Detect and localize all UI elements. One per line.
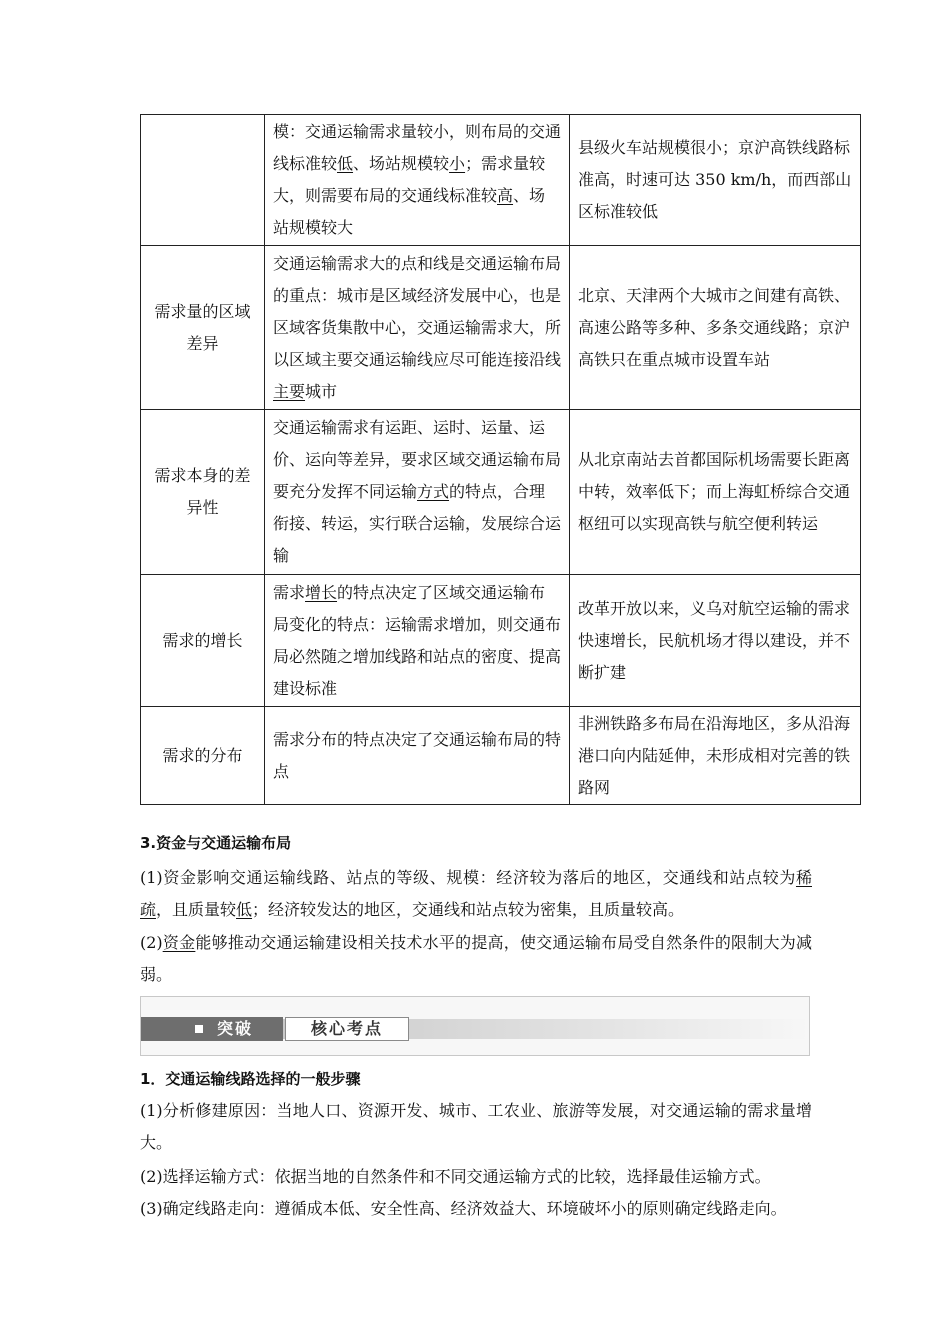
table-cell-example: 北京、天津两个大城市之间建有高铁、高速公路等多种、多条交通线路；京沪高铁只在重点城市设置车站: [570, 246, 861, 410]
table-cell-impact: 交通运输需求有运距、运时、运量、运价、运向等差异，要求区域交通运输布局要充分发挥不同运输方式的特点，合理衔接、转运，实行联合运输，发展综合运输: [265, 410, 570, 575]
table-row: [141, 246, 861, 410]
table-cell-impact: [265, 115, 570, 246]
table-row: [141, 115, 861, 246]
table-cell-factor: 需求量的区域差异: [141, 246, 265, 410]
section-banner: [140, 996, 810, 1056]
section-heading: 1．交通运输线路选择的一般步骤: [140, 1070, 361, 1088]
banner-right-label: 核心考点: [285, 1017, 409, 1041]
paragraph: (2)选择运输方式：依据当地的自然条件和不同交通运输方式的比较，选择最佳运输方式。: [140, 1167, 771, 1186]
paragraph: (3)确定线路走向：遵循成本低、安全性高、经济效益大、环境破坏小的原则确定线路走向。: [140, 1199, 787, 1218]
banner-tab-dark: [141, 1017, 283, 1041]
paragraph: (1)分析修建原因：当地人口、资源开发、城市、工农业、旅游等发展，对交通运输的需求量增大。: [140, 1101, 812, 1152]
paragraph: (1)资金影响交通运输线路、站点的等级、规模：经济较为落后的地区，交通线和站点较为稀疏，且质量较低；经济较发达的地区，交通线和站点较为密集，且质量较高。: [140, 868, 812, 919]
table-cell-example: 县级火车站规模很小；京沪高铁线路标准高，时速可达 350 km/h，而西部山区标准较低: [570, 115, 861, 246]
table-cell-impact: 需求增长的特点决定了区域交通运输布局变化的特点：运输需求增加，则交通布局必然随之增加线路和站点的密度、提高建设标准: [265, 575, 570, 707]
table-cell-impact: 需求分布的特点决定了交通运输布局的特点: [265, 707, 570, 805]
emphasis-text: 模：交通运输需求量较小，则布局的交通线标准较低、场站规模较小；需求量较大，则需要布局的交通线标准较高、场站规模较大: [273, 122, 562, 237]
banner-left-label: 突破: [217, 1019, 254, 1038]
table-cell-example: 改革开放以来，义乌对航空运输的需求快速增长，民航机场才得以建设，并不断扩建: [570, 575, 861, 707]
table-row: [141, 410, 861, 575]
table-cell-factor: 需求的增长: [141, 575, 265, 707]
table-cell-factor: 需求的分布: [141, 707, 265, 805]
transport-demand-table: [140, 114, 861, 805]
table-cell-example: 非洲铁路多布局在沿海地区，多从沿海港口向内陆延伸，未形成相对完善的铁路网: [570, 707, 861, 805]
table-row: [141, 707, 861, 805]
table-row: [141, 575, 861, 707]
square-bullet-icon: [195, 1025, 203, 1033]
table-cell-factor: 需求本身的差异性: [141, 410, 265, 575]
section-heading: 3.资金与交通运输布局: [140, 834, 292, 852]
paragraph: (2)资金能够推动交通运输建设相关技术水平的提高，使交通运输布局受自然条件的限制大为减弱。: [140, 933, 812, 984]
table-cell-factor: [141, 115, 265, 246]
table-cell-impact: 交通运输需求大的点和线是交通运输布局的重点：城市是区域经济发展中心，也是区域客货集散中心，交通运输需求大，所以区域主要交通运输线应尽可能连接沿线主要城市: [265, 246, 570, 410]
table-cell-example: 从北京南站去首都国际机场需要长距离中转，效率低下；而上海虹桥综合交通枢纽可以实现高铁与航空便利转运: [570, 410, 861, 575]
